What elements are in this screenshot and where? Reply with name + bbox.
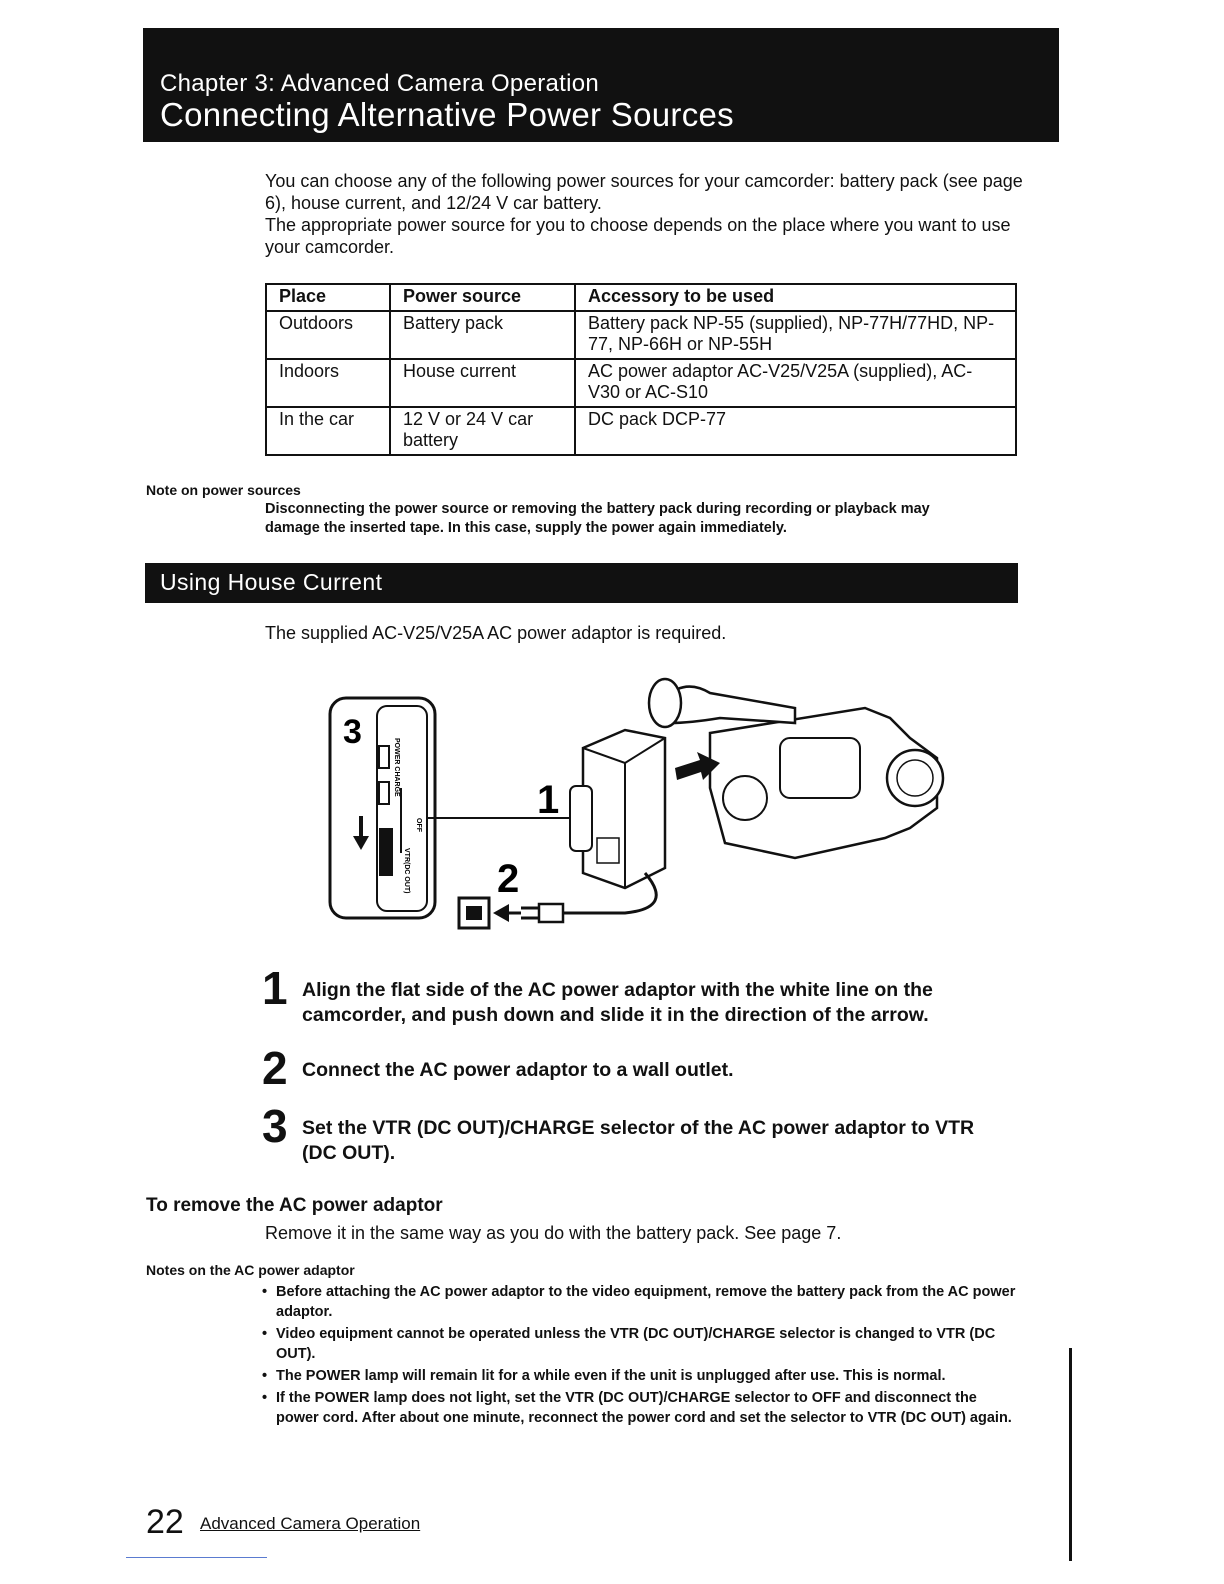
- page-number: 22: [146, 1503, 184, 1541]
- table-cell: AC power adaptor AC-V25/V25A (supplied), AC-V30 or AC-S10: [575, 359, 1016, 407]
- table-cell: DC pack DCP-77: [575, 407, 1016, 455]
- list-item: [262, 1282, 1022, 1322]
- ac-adaptor-illustration: [570, 730, 665, 888]
- page-title: Connecting Alternative Power Sources: [160, 96, 734, 133]
- table-cell: Battery pack NP-55 (supplied), NP-77H/77HD, NP-77, NP-66H or NP-55H: [575, 311, 1016, 359]
- table-row: [266, 359, 1016, 407]
- supplied-adaptor-text: The supplied AC-V25/V25A AC power adaptor is required.: [265, 623, 727, 643]
- remove-adaptor-heading: To remove the AC power adaptor: [146, 1195, 443, 1216]
- wall-outlet-icon: [459, 898, 489, 928]
- table-cell: 12 V or 24 V car battery: [390, 407, 575, 455]
- adaptor-connection-diagram: [325, 668, 955, 946]
- table-cell: In the car: [266, 407, 390, 455]
- note-text: Before attaching the AC power adaptor to the video equipment, remove the battery pack from the AC power adaptor.: [276, 1284, 1016, 1320]
- step-number: 3: [262, 1100, 288, 1152]
- section-title: Using House Current: [160, 569, 383, 595]
- intro-paragraph-2: The appropriate power source for you to choose depends on the place where you want to use your camcorder.: [265, 215, 1011, 257]
- intro-paragraph-1: You can choose any of the following power sources for your camcorder: battery pack (see page 6), house current, and 12/24 V car battery.: [265, 171, 1023, 213]
- table-cell: Battery pack: [390, 311, 575, 359]
- footer-section-label: Advanced Camera Operation: [200, 1514, 421, 1533]
- bullet-icon: •: [262, 1284, 268, 1300]
- table-header-accessory: Accessory to be used: [575, 284, 1016, 311]
- note-text: The POWER lamp will remain lit for a while even if the unit is unplugged after use. This is normal.: [276, 1368, 946, 1384]
- switch-label-power-charge: POWER CHARGE: [393, 738, 400, 797]
- bullet-icon: •: [262, 1390, 268, 1406]
- remove-adaptor-text: Remove it in the same way as you do with the battery pack. See page 7.: [265, 1223, 842, 1243]
- callout-2: 2: [497, 857, 520, 901]
- table-row: [266, 407, 1016, 455]
- note-text: If the POWER lamp does not light, set the VTR (DC OUT)/CHARGE selector to OFF and disconnect the power cord. After about one minute, reconnect the power cord and set the selector to VTR (DC OUT) again.: [276, 1390, 1012, 1426]
- plug-illustration: [521, 904, 563, 922]
- table-header-row: [266, 284, 1016, 311]
- bullet-icon: •: [262, 1326, 268, 1342]
- table-cell: House current: [390, 359, 575, 407]
- step-text: Set the VTR (DC OUT)/CHARGE selector of the AC power adaptor to VTR (DC OUT).: [302, 1117, 975, 1164]
- note-text: Video equipment cannot be operated unless the VTR (DC OUT)/CHARGE selector is changed to VTR (DC OUT).: [276, 1326, 996, 1362]
- margin-rule: [1069, 1348, 1072, 1561]
- notes-adaptor-label: Notes on the AC power adaptor: [146, 1262, 355, 1278]
- table-header-place: Place: [266, 284, 390, 311]
- table-cell: Outdoors: [266, 311, 390, 359]
- power-source-table: [265, 283, 1017, 456]
- bullet-icon: •: [262, 1368, 268, 1384]
- note-power-label: Note on power sources: [146, 482, 301, 498]
- plug-in-arrow-icon: [493, 904, 509, 922]
- note-power-text: Disconnecting the power source or removing the battery pack during recording or playback may damage the inserted tape. In this case, supply the power again immediately.: [265, 501, 930, 536]
- footer-divider: [126, 1557, 267, 1558]
- list-item: [262, 1366, 1022, 1386]
- step-text: Align the flat side of the AC power adaptor with the white line on the camcorder, and push down and slide it in the direction of the arrow.: [302, 979, 933, 1026]
- intro-text: [265, 170, 1025, 258]
- table-cell: Indoors: [266, 359, 390, 407]
- switch-label-off: OFF: [415, 818, 422, 832]
- step-number: 1: [262, 962, 288, 1014]
- callout-3: 3: [343, 713, 362, 751]
- chapter-label: Chapter 3: Advanced Camera Operation: [160, 70, 600, 97]
- callout-1: 1: [537, 778, 560, 822]
- table-header-power-source: Power source: [390, 284, 575, 311]
- list-item: [262, 1388, 1022, 1428]
- switch-label-vtr: VTR(DC OUT): [403, 848, 410, 894]
- table-row: [266, 311, 1016, 359]
- notes-adaptor-list: [262, 1282, 1022, 1430]
- step-number: 2: [262, 1042, 288, 1094]
- list-item: [262, 1324, 1022, 1364]
- step-text: Connect the AC power adaptor to a wall outlet.: [302, 1059, 734, 1081]
